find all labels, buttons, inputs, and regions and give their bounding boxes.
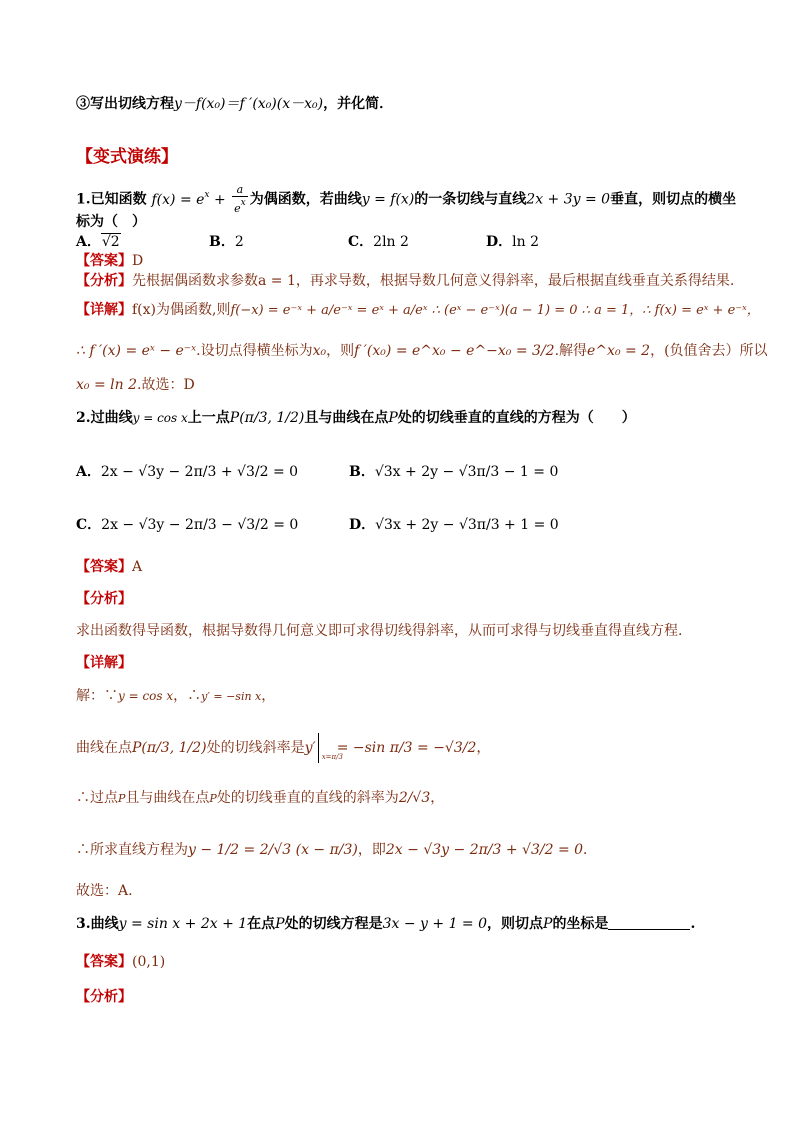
q1-option-b-label: B． bbox=[209, 234, 235, 250]
q2-sol-4b: y − 1/2 = 2/√3 (x − π/3) bbox=[188, 842, 358, 858]
q2-sol-4c: ，即 bbox=[357, 842, 386, 858]
q1-option-d-label: D． bbox=[486, 234, 513, 250]
q2-sol-3e: ， bbox=[430, 790, 445, 806]
q2-sol-3c: 处的切线垂直的直线的斜率为 bbox=[216, 790, 399, 806]
q2-point: P(π/3, 1/2) bbox=[229, 410, 305, 426]
q1-option-d[interactable] bbox=[486, 232, 539, 252]
q2-sol-4a: ∴所求直线方程为 bbox=[76, 842, 188, 858]
q1-detail-2e: f ′(x₀) = e^x₀ − e^−x₀ = 3/2 bbox=[354, 343, 555, 359]
q1-detail-label: 【详解】 bbox=[76, 302, 132, 318]
q3-analysis-label: 【分析】 bbox=[76, 989, 132, 1005]
q1-answer-label: 【答案】 bbox=[76, 253, 132, 269]
q2-point-p: P bbox=[388, 410, 398, 426]
q3-stem-a: 曲线 bbox=[90, 916, 119, 932]
q2-final: 故选：A. bbox=[76, 883, 133, 899]
q1-stem-line-2: 标为（ ） bbox=[76, 214, 146, 230]
q3-curve: y = sin x + 2x + 1 bbox=[118, 916, 248, 932]
q2-option-c-label: C． bbox=[76, 517, 102, 533]
q2-sol-1a: 解：∵ bbox=[76, 688, 118, 704]
q1-option-a-value: √2 bbox=[101, 234, 120, 250]
q2-answer-value: A bbox=[132, 559, 143, 575]
q1-stem-a: 已知函数 bbox=[90, 191, 147, 208]
q1-detail-2d: ，则 bbox=[326, 343, 355, 359]
q1-answer-value: D bbox=[132, 253, 144, 269]
q2-sol-4d: 2x − √3y − 2π/3 + √3/2 = 0 bbox=[385, 842, 584, 858]
q1-detail-3a: x₀ = ln 2 bbox=[76, 377, 137, 393]
q1-option-d-value: ln 2 bbox=[512, 234, 539, 250]
q2-option-d[interactable] bbox=[349, 515, 559, 535]
q2-stem-a: 过曲线 bbox=[90, 410, 133, 426]
q2-stem-c: 且与曲线在点 bbox=[304, 410, 389, 426]
q3-stem-line bbox=[76, 914, 695, 934]
q3-line: 3x − y + 1 = 0 bbox=[382, 916, 488, 932]
step-3-tail: ，并化简． bbox=[323, 96, 394, 112]
q2-sol-line-1 bbox=[76, 686, 275, 707]
q2-sol-2g: ， bbox=[476, 740, 491, 756]
q1-analysis-label: 【分析】 bbox=[76, 273, 132, 289]
q3-stem-d: ，则切点 bbox=[487, 916, 544, 932]
q3-answer-line bbox=[76, 952, 165, 972]
q1-option-b-value: 2 bbox=[234, 234, 244, 250]
q3-answer-value: (0,1) bbox=[132, 954, 166, 970]
step-3-text: ③写出切线方程 bbox=[76, 96, 174, 112]
q2-option-d-label: D． bbox=[349, 517, 376, 533]
step-3-line bbox=[76, 94, 393, 114]
q2-analysis-text: 求出函数得导函数，根据导数得几何意义即可求得切线得斜率，从而可求得与切线垂直得直线方程. bbox=[76, 623, 683, 639]
step-3-formula: y－f(x₀)＝f ′(x₀)(x－x₀) bbox=[174, 96, 324, 112]
q1-detail-2h: ，(负值舍去）所以 bbox=[650, 343, 768, 359]
q3-answer-label: 【答案】 bbox=[76, 954, 132, 970]
q2-sol-2b: P(π/3, 1/2) bbox=[132, 740, 207, 756]
q3-stem-f: . bbox=[690, 916, 696, 932]
answer-blank[interactable] bbox=[608, 915, 690, 930]
q1-stem-d: 垂直，则切点的横坐 bbox=[610, 191, 737, 208]
q3-point-p1: P bbox=[275, 916, 285, 932]
q2-option-a[interactable] bbox=[76, 462, 298, 482]
q2-option-b-value: √3x + 2y − √3π/3 − 1 = 0 bbox=[374, 464, 559, 480]
q2-option-c[interactable] bbox=[76, 515, 298, 535]
q2-answer-label: 【答案】 bbox=[76, 559, 132, 575]
q1-detail-line-3 bbox=[76, 375, 195, 395]
q1-option-a-label: A． bbox=[76, 234, 101, 250]
q1-detail-line-2 bbox=[76, 341, 768, 361]
q1-function: $f(x) = e^x$ + $\frac{a}{e^x}$ bbox=[151, 183, 246, 215]
q1-stem-b: 为偶函数，若曲线 bbox=[249, 191, 362, 208]
q2-sol-2a: 曲线在点 bbox=[76, 740, 132, 756]
q2-sol-line-4 bbox=[76, 840, 597, 860]
q2-sol-line-2 bbox=[76, 733, 490, 763]
q2-sol-2f: = −sin π/3 = −√3/2 bbox=[336, 740, 477, 756]
q1-stem-line-1 bbox=[76, 184, 736, 215]
q1-detail-2c: x₀ bbox=[312, 343, 327, 359]
q1-option-c-label: C． bbox=[348, 234, 374, 250]
q1-option-c-value: 2ln 2 bbox=[373, 234, 409, 250]
q2-analysis-label: 【分析】 bbox=[76, 591, 132, 607]
q1-line: 2x + 3y = 0 bbox=[526, 191, 611, 208]
q1-stem-c: 的一条切线与直线 bbox=[414, 191, 527, 208]
q2-sol-3b: 且与曲线在点 bbox=[125, 790, 210, 806]
q1-option-c[interactable] bbox=[348, 232, 409, 252]
q1-detail-2a: ∴ f ′(x) = eˣ − e⁻ˣ. bbox=[76, 343, 201, 359]
q1-detail-1a: f(x)为偶函数,则 bbox=[132, 302, 231, 318]
q2-option-b-label: B． bbox=[349, 464, 375, 480]
q2-option-a-label: A． bbox=[76, 464, 101, 480]
q2-sol-2e: x=π/3 bbox=[321, 753, 343, 761]
q3-stem-e: 的坐标是 bbox=[552, 916, 609, 932]
q1-curve: y = f(x) bbox=[361, 191, 415, 208]
q1-analysis-text: 先根据偶函数求参数a = 1，再求导数，根据导数几何意义得斜率，最后根据直线垂直关系得结果. bbox=[132, 273, 735, 289]
q2-option-a-value: 2x − √3y − 2π/3 + √3/2 = 0 bbox=[100, 464, 299, 480]
q2-number: 2. bbox=[76, 410, 91, 426]
q2-stem-b: 上一点 bbox=[187, 410, 230, 426]
q2-stem-line bbox=[76, 408, 636, 428]
q2-sol-3-p2: P bbox=[209, 792, 217, 805]
section-title: 【变式演练】 bbox=[76, 147, 178, 167]
q1-number: 1. bbox=[76, 191, 91, 208]
q1-analysis-line bbox=[76, 271, 734, 291]
q2-stem-d: 处的切线垂直的直线的方程为（ ） bbox=[397, 410, 636, 426]
q3-stem-c: 处的切线方程是 bbox=[284, 916, 383, 932]
q1-option-b[interactable] bbox=[209, 232, 244, 252]
q3-stem-b: 在点 bbox=[247, 916, 276, 932]
q2-sol-4e: ． bbox=[583, 842, 598, 858]
q1-detail-2b: 设切点得横坐标为 bbox=[200, 343, 313, 359]
q2-sol-2d: y′ bbox=[304, 740, 316, 756]
evaluation-bar bbox=[318, 733, 343, 763]
q1-detail-3b: .故选：D bbox=[137, 377, 195, 393]
q2-sol-3d: 2/√3 bbox=[398, 790, 431, 806]
q2-sol-2c: 处的切线斜率是 bbox=[206, 740, 305, 756]
q2-sol-3-p1: P bbox=[118, 792, 126, 805]
q2-sol-line-3 bbox=[76, 788, 444, 809]
q3-number: 3. bbox=[76, 916, 91, 932]
q2-detail-label: 【详解】 bbox=[76, 655, 132, 671]
q3-point-p2: P bbox=[543, 916, 553, 932]
q1-detail-1b: f(−x) = e⁻ˣ + a/e⁻ˣ = eˣ + a/eˣ ∴ (eˣ − e⁻ˣ)(a − 1) = 0 ∴ a = 1，∴ f(x) = eˣ + e⁻ˣ， bbox=[230, 303, 760, 318]
q2-option-c-value: 2x − √3y − 2π/3 − √3/2 = 0 bbox=[101, 517, 299, 533]
q1-detail-2g: e^x₀ = 2 bbox=[587, 343, 651, 359]
q1-option-a[interactable] bbox=[76, 232, 121, 252]
q2-sol-3a: ∴过点 bbox=[76, 790, 118, 806]
q2-sol-1c: ，∴ bbox=[173, 688, 202, 704]
q1-answer-line bbox=[76, 251, 143, 271]
q1-detail-2f: .解得 bbox=[554, 343, 588, 359]
q1-detail-line-1 bbox=[76, 300, 760, 321]
q2-sol-1d: y′ = −sin x bbox=[201, 690, 262, 703]
q2-option-d-value: √3x + 2y − √3π/3 + 1 = 0 bbox=[375, 517, 559, 533]
q2-sol-1e: ， bbox=[261, 688, 276, 704]
q2-answer-line bbox=[76, 557, 142, 577]
q2-sol-1b: y = cos x bbox=[118, 689, 174, 703]
q2-option-b[interactable] bbox=[349, 462, 558, 482]
q2-curve: y = cos x bbox=[132, 411, 188, 425]
